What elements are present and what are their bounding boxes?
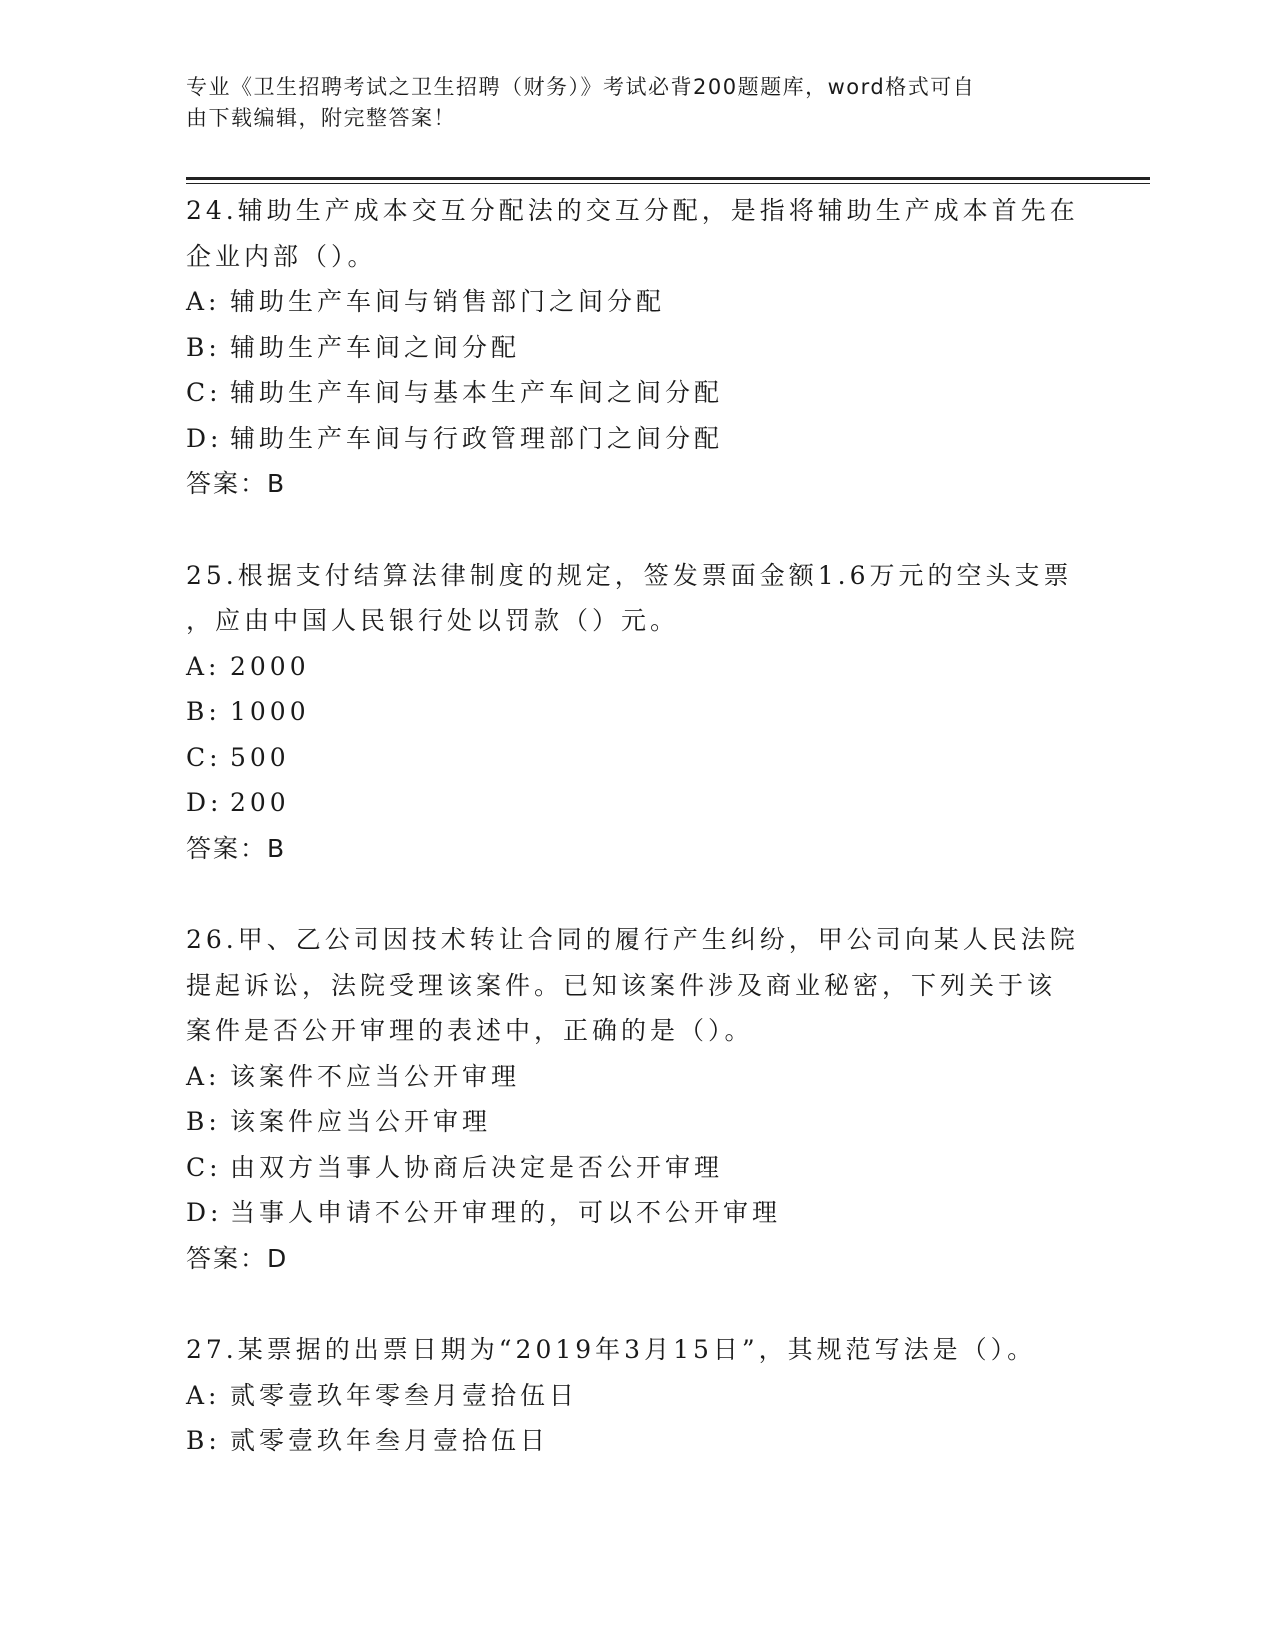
option-text: 2000 <box>230 651 310 681</box>
option-letter: A: <box>186 651 221 681</box>
option-letter: B: <box>186 1426 221 1455</box>
option-letter: A: <box>186 287 221 316</box>
question-stem-line: 25.根据支付结算法律制度的规定，签发票面金额1.6万元的空头支票 <box>186 560 1073 590</box>
option-d <box>186 1190 1086 1236</box>
option-b <box>186 1418 1086 1464</box>
option-c <box>186 370 1086 416</box>
option-a <box>186 1373 1086 1419</box>
option-letter: D: <box>186 423 223 453</box>
option-a <box>186 1054 1086 1100</box>
option-text: 贰零壹玖年叁月壹拾伍日 <box>230 1426 550 1455</box>
question-24 <box>186 188 1086 507</box>
option-b <box>186 689 1086 735</box>
option-a <box>186 644 1086 690</box>
option-letter: A: <box>186 1061 221 1091</box>
option-text: 贰零壹玖年零叁月壹拾伍日 <box>230 1380 579 1410</box>
question-stem-line: 27.某票据的出票日期为“2019年3月15日”，其规范写法是（）。 <box>186 1335 1037 1364</box>
option-letter: C: <box>186 742 222 772</box>
option-text: 辅助生产车间之间分配 <box>230 332 521 362</box>
option-text: 1000 <box>230 697 310 726</box>
answer: 答案：D <box>186 1243 289 1273</box>
option-c <box>186 735 1086 781</box>
option-text: 该案件不应当公开审理 <box>230 1061 521 1091</box>
question-list <box>186 188 1086 1464</box>
option-text: 辅助生产车间与销售部门之间分配 <box>230 287 666 316</box>
option-text: 200 <box>230 788 290 817</box>
answer: 答案：B <box>186 469 287 498</box>
option-text: 该案件应当公开审理 <box>230 1107 492 1136</box>
option-text: 辅助生产车间与行政管理部门之间分配 <box>230 423 724 453</box>
option-letter: D: <box>186 788 223 817</box>
option-letter: A: <box>186 1380 221 1410</box>
option-a <box>186 279 1086 325</box>
question-stem-line: ，应由中国人民银行处以罚款（）元。 <box>186 606 680 635</box>
option-c <box>186 1145 1086 1191</box>
option-letter: B: <box>186 332 221 362</box>
answer: 答案：B <box>186 833 287 863</box>
header-divider-thick <box>186 177 1150 180</box>
question-stem-line: 26.甲、乙公司因技术转让合同的履行产生纠纷，甲公司向某人民法院 <box>186 925 1079 954</box>
option-letter: B: <box>186 1107 221 1136</box>
question-stem-line: 案件是否公开审理的表述中，正确的是（）。 <box>186 1016 754 1045</box>
question-stem-line: 24.辅助生产成本交互分配法的交互分配，是指将辅助生产成本首先在 <box>186 196 1079 225</box>
question-25 <box>186 553 1086 872</box>
header-line-1: 专业《卫生招聘考试之卫生招聘（财务）》考试必背200题题库，word格式可自 <box>186 75 976 99</box>
question-26 <box>186 917 1086 1281</box>
option-d <box>186 416 1086 462</box>
question-27 <box>186 1327 1086 1464</box>
option-letter: D: <box>186 1198 223 1227</box>
option-d <box>186 780 1086 826</box>
question-stem-line: 企业内部（）。 <box>186 241 377 271</box>
option-b <box>186 1099 1086 1145</box>
option-letter: B: <box>186 697 221 726</box>
option-text: 辅助生产车间与基本生产车间之间分配 <box>230 378 724 407</box>
header-line-2: 由下载编辑，附完整答案！ <box>186 106 456 130</box>
option-b <box>186 325 1086 371</box>
option-text: 由双方当事人协商后决定是否公开审理 <box>230 1152 724 1182</box>
option-letter: C: <box>186 378 222 407</box>
document-header <box>186 72 1066 134</box>
option-text: 当事人申请不公开审理的，可以不公开审理 <box>230 1198 782 1227</box>
question-stem-line: 提起诉讼，法院受理该案件。已知该案件涉及商业秘密，下列关于该 <box>186 970 1057 1000</box>
option-text: 500 <box>230 742 290 772</box>
header-divider-thin <box>186 183 1150 184</box>
option-letter: C: <box>186 1152 222 1182</box>
